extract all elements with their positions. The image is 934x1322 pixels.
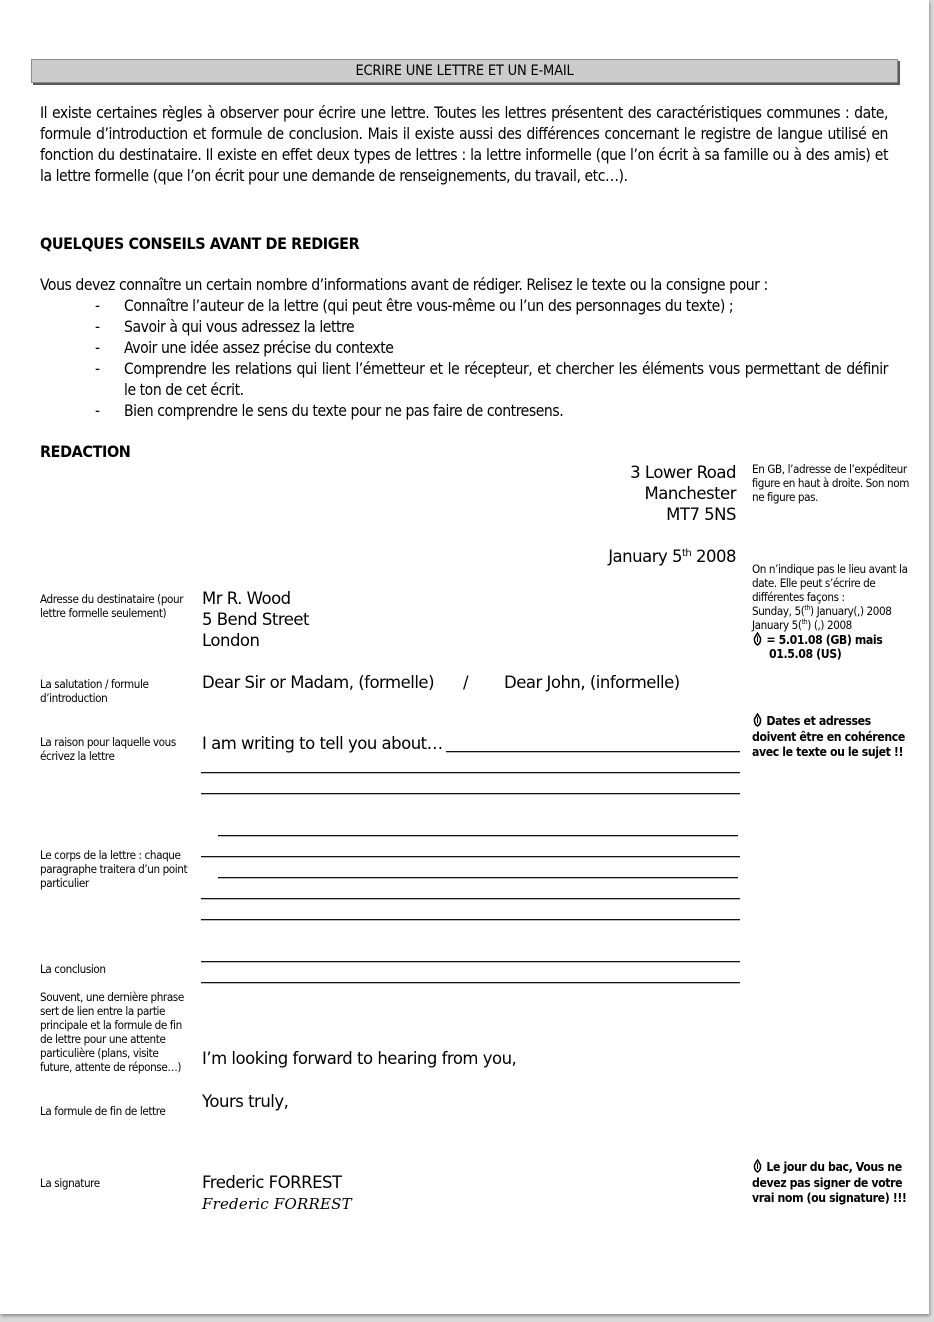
redaction-heading: REDACTION (40, 442, 131, 461)
advice-list (95, 296, 888, 422)
note-sender: En GB, l’adresse de l’expéditeur figure en haut à droite. Son nom ne figure pas. (752, 462, 909, 504)
write-line[interactable] (218, 835, 738, 837)
label-reason: La raison pour laquelle vous écrivez la lettre (40, 735, 176, 763)
pen-icon (752, 1159, 763, 1173)
list-item: - Savoir à qui vous adressez la lettre (95, 318, 355, 336)
write-line[interactable] (201, 772, 740, 774)
salutation-informal: Dear John, (informelle) (504, 673, 680, 692)
label-signature: La signature (40, 1176, 100, 1190)
note-coherence: Dates et adresses doivent être en cohérence avec le texte ou le sujet !! (752, 714, 905, 759)
note-date: On n’indique pas le lieu avant la date. Elle peut s’écrire de différentes façons : Sunday, 5($^{th}$) January(,) 2008 January 5($^{th}$) (,) 2008 = 5.01.08 (GB) mais 01.5.08 (US) (752, 562, 912, 661)
write-line[interactable] (446, 751, 740, 753)
intro-paragraph: Il existe certaines règles à observer pour écrire une lettre. Toutes les lettres présentent des caractéristiques communes : date, formule d’introduction et formule de conclusion. Mais il existe aussi des différences concernant le registre de langue utilisé en fonction du destinataire. Il existe en effet deux types de lettres : la lettre informelle (que l’on écrit à sa famille ou à des amis) et la lettre formelle (que l’on écrit pour une demande de renseignements, du travail, etc…). (40, 104, 888, 185)
label-conclusion-note: Souvent, une dernière phrase sert de lien entre la partie principale et la formule de fin de lettre pour une attente particulière (plans, visite future, attente de réponse…) (40, 990, 184, 1074)
list-item: - Bien comprendre le sens du texte pour ne pas faire de contresens. (95, 402, 564, 420)
bullet-dash: - (95, 402, 100, 420)
signature-handwritten: Frederic FORREST (202, 1195, 352, 1213)
sign-off: Yours truly, (202, 1092, 289, 1111)
write-line[interactable] (218, 877, 738, 879)
pen-icon (752, 713, 763, 727)
label-salutation: La salutation / formule d’introduction (40, 677, 149, 705)
advice-lead: Vous devez connaître un certain nombre d’informations avant de rédiger. Relisez le texte ou la consigne pour : (40, 276, 768, 294)
write-line[interactable] (201, 982, 740, 984)
closing-sentence: I’m looking forward to hearing from you, (202, 1049, 517, 1068)
bullet-dash: - (95, 339, 100, 357)
date-example-2: January 5($^{th}$) (,) 2008 (752, 618, 852, 632)
write-line[interactable] (201, 961, 740, 963)
date-numeric: = 5.01.08 (GB) mais (752, 632, 912, 647)
list-item: - Connaître l’auteur de la lettre (qui peut être vous-même ou l’un des personnages du texte) ; (95, 297, 734, 315)
letter-date: January 5th 2008 (608, 547, 736, 566)
note-bac: Le jour du bac, Vous ne devez pas signer de votre vrai nom (ou signature) !!! (752, 1160, 907, 1205)
write-line[interactable] (201, 793, 740, 795)
list-item: - Comprendre les relations qui lient l’émetteur et le récepteur, et chercher les éléments vous permettant de définir le ton de cet écrit. (95, 360, 888, 399)
list-item: - Avoir une idée assez précise du contexte (95, 339, 394, 357)
write-line[interactable] (201, 856, 740, 858)
recipient-address: Mr R. Wood 5 Bend Street London (202, 589, 310, 650)
salutation-formal: Dear Sir or Madam, (formelle) (202, 673, 435, 692)
bullet-dash: - (95, 360, 100, 378)
pen-icon (752, 632, 763, 646)
reason-line: I am writing to tell you about… (202, 734, 443, 753)
sender-address: 3 Lower Road Manchester MT7 5NS (630, 463, 736, 524)
write-line[interactable] (201, 898, 740, 900)
date-example-1: Sunday, 5($^{th}$) January(,) 2008 (752, 604, 892, 618)
bullet-dash: - (95, 297, 100, 315)
label-conclusion: La conclusion (40, 962, 106, 976)
advice-heading: QUELQUES CONSEILS AVANT DE REDIGER (40, 234, 360, 253)
document-title: ECRIRE UNE LETTRE ET UN E-MAIL (31, 59, 898, 83)
salutation-separator: / (463, 673, 469, 692)
signature-typed: Frederic FORREST (202, 1173, 342, 1192)
label-closing: La formule de fin de lettre (40, 1104, 166, 1118)
write-line[interactable] (201, 919, 740, 921)
label-body: Le corps de la lettre : chaque paragraphe traitera d’un point particulier (40, 848, 188, 890)
bullet-dash: - (95, 318, 100, 336)
label-recipient: Adresse du destinataire (pour lettre formelle seulement) (40, 592, 184, 620)
